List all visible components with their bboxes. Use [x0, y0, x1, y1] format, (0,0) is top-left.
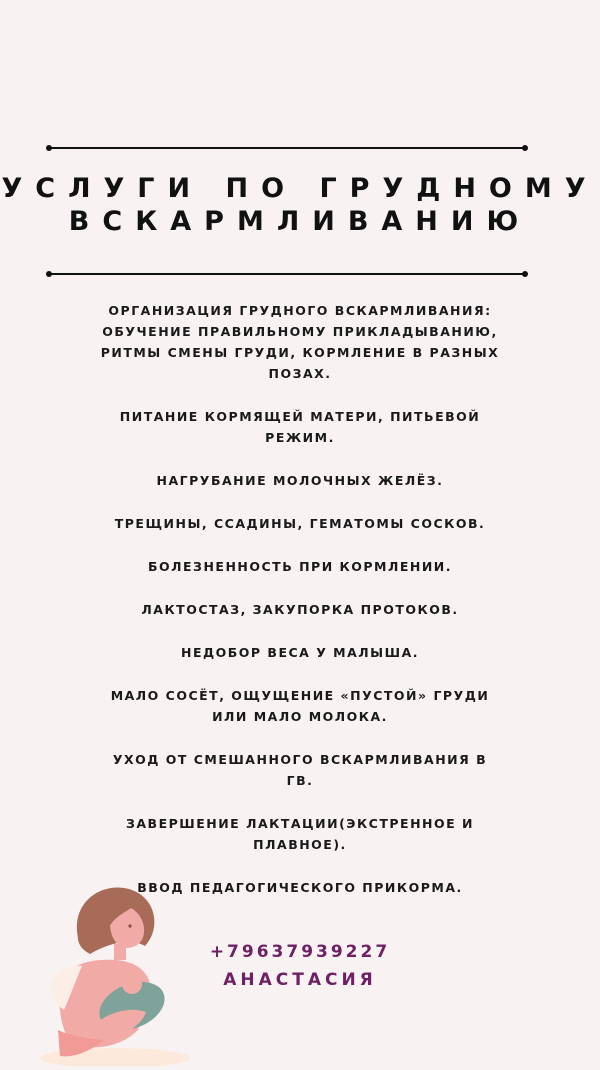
service-item: НЕДОБОР ВЕСА У МАЛЫША.: [181, 645, 419, 660]
service-item: НАГРУБАНИЕ МОЛОЧНЫХ ЖЕЛЁЗ.: [156, 473, 444, 488]
top-divider: [48, 147, 526, 149]
service-item: МАЛО СОСЁТ, ОЩУЩЕНИЕ «ПУСТОЙ» ГРУДИ ИЛИ МАЛО МОЛОКА.: [110, 688, 490, 724]
bottom-divider: [48, 273, 526, 275]
page-title: УСЛУГИ ПО ГРУДНОМУ ВСКАРМЛИВАНИЮ: [1, 173, 599, 237]
contact-name: АНАСТАСИЯ: [223, 970, 377, 990]
services-list: [100, 300, 500, 920]
service-item: ЛАКТОСТАЗ, ЗАКУПОРКА ПРОТОКОВ.: [141, 602, 459, 617]
service-item: ВВОД ПЕДАГОГИЧЕСКОГО ПРИКОРМА.: [137, 880, 463, 895]
service-item: УХОД ОТ СМЕШАННОГО ВСКАРМЛИВАНИЯ В ГВ.: [112, 752, 488, 788]
service-item: ЗАВЕРШЕНИЕ ЛАКТАЦИИ(ЭКСТРЕННОЕ И ПЛАВНОЕ).: [126, 816, 474, 852]
contact-phone[interactable]: +79637939227: [209, 942, 391, 962]
service-item: ОРГАНИЗАЦИЯ ГРУДНОГО ВСКАРМЛИВАНИЯ: ОБУЧЕНИЕ ПРАВИЛЬНОМУ ПРИКЛАДЫВАНИЮ, РИТМЫ СМЕНЫ ГРУДИ, КОРМЛЕНИЕ В РАЗНЫХ ПОЗАХ.: [100, 303, 500, 381]
service-item: БОЛЕЗНЕННОСТЬ ПРИ КОРМЛЕНИИ.: [147, 559, 453, 574]
service-item: ПИТАНИЕ КОРМЯЩЕЙ МАТЕРИ, ПИТЬЕВОЙ РЕЖИМ.: [119, 409, 481, 445]
breastfeeding-mother-icon: [20, 880, 190, 1066]
service-item: ТРЕЩИНЫ, ССАДИНЫ, ГЕМАТОМЫ СОСКОВ.: [114, 516, 486, 531]
